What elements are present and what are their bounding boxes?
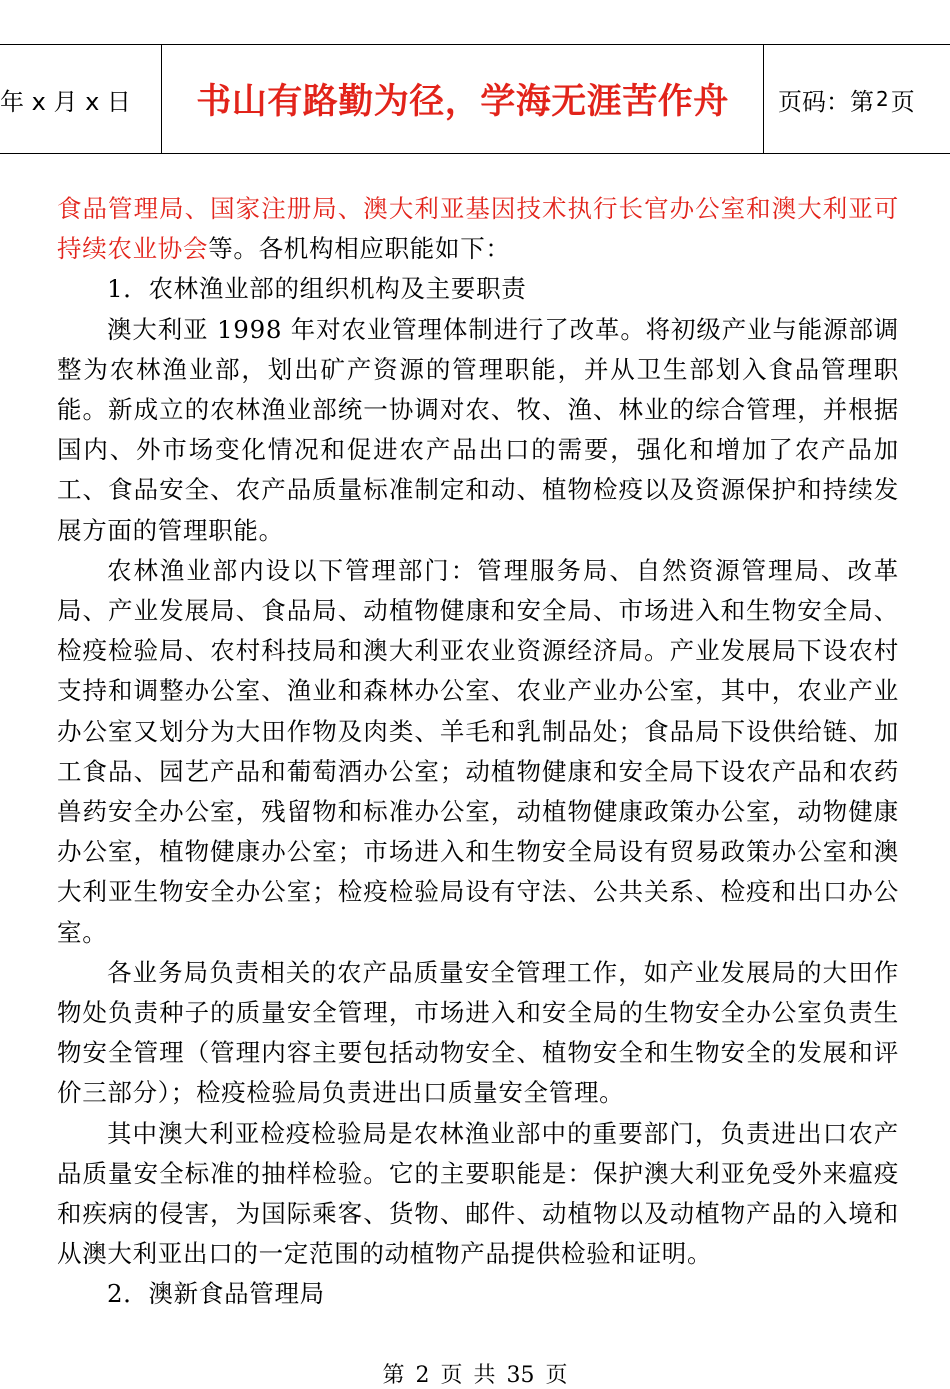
paragraph-2: 农林渔业部内设以下管理部门：管理服务局、自然资源管理局、改革局、产业发展局、食品局、动植物健康和安全局、市场进入和生物安全局、检疫检验局、农村科技局和澳大利亚农业资源经济局。产业发展局下设农村支持和调整办公室、渔业和森林办公室、农业产业办公室，其中，农业产业办公室又划分为大田作物及肉类、羊毛和乳制品处；食品局下设供给链、加工食品、园艺产品和葡萄酒办公室；动植物健康和安全局下设农产品和农药兽药安全办公室，残留物和标准办公室，动植物健康政策办公室，动物健康办公室，植物健康办公室；市场进入和生物安全局设有贸易政策办公室和澳大利亚生物安全办公室；检疫检验局设有守法、公共关系、检疫和出口办公室。 — [57, 555, 899, 947]
intro-rest-text: 等。各机构相应职能如下： — [208, 234, 511, 264]
paragraph-3: 各业务局负责相关的农产品质量安全管理工作，如产业发展局的大田作物处负责种子的质量安全管理，市场进入和安全局的生物安全办公室负责生物安全管理（管理内容主要包括动物安全、植物安全和生物安全的发展和评价三部分）；检疫检验局负责进出口质量安全管理。 — [57, 957, 899, 1108]
header-page-suffix: 页 — [890, 87, 915, 116]
page-header — [0, 44, 950, 154]
header-date-cell — [0, 45, 162, 153]
page-footer: 第 2 页 共 35 页 — [382, 1363, 568, 1388]
header-motto-cell — [162, 45, 764, 153]
header-page-cell — [764, 45, 950, 153]
paragraph-4: 其中澳大利亚检疫检验局是农林渔业部中的重要部门，负责进出口农产品质量安全标准的抽样检验。它的主要职能是：保护澳大利亚免受外来瘟疫和疾病的侵害，为国际乘客、货物、邮件、动植物以及动植物产品的入境和从澳大利亚出口的一定范围的动植物产品提供检验和证明。 — [57, 1118, 899, 1269]
intro-red-text: 食品管理局、国家注册局、澳大利亚基因技术执行长官办公室和澳大利亚可持续农业协会 — [57, 194, 899, 264]
header-page-label: 页码：第 — [778, 87, 874, 116]
header-motto: 书山有路勤为径，学海无涯苦作舟 — [196, 82, 729, 122]
header-date: 年 x 月 x 日 — [0, 87, 131, 116]
intro-paragraph — [57, 189, 899, 269]
header-page-number: 2 — [876, 87, 889, 111]
document-body — [57, 189, 899, 1315]
section-heading-2: 2．澳新食品管理局 — [107, 1279, 325, 1309]
paragraph-1: 澳大利亚 1998 年对农业管理体制进行了改革。将初级产业与能源部调整为农林渔业部，划出矿产资源的管理职能，并从卫生部划入食品管理职能。新成立的农林渔业部统一协调对农、牧、渔、林业的综合管理，并根据国内、外市场变化情况和促进农产品出口的需要，强化和增加了农产品加工、食品安全、农产品质量标准制定和动、植物检疫以及资源保护和持续发展方面的管理职能。 — [57, 314, 899, 545]
section-heading-1: 1．农林渔业部的组织机构及主要职责 — [107, 274, 527, 304]
